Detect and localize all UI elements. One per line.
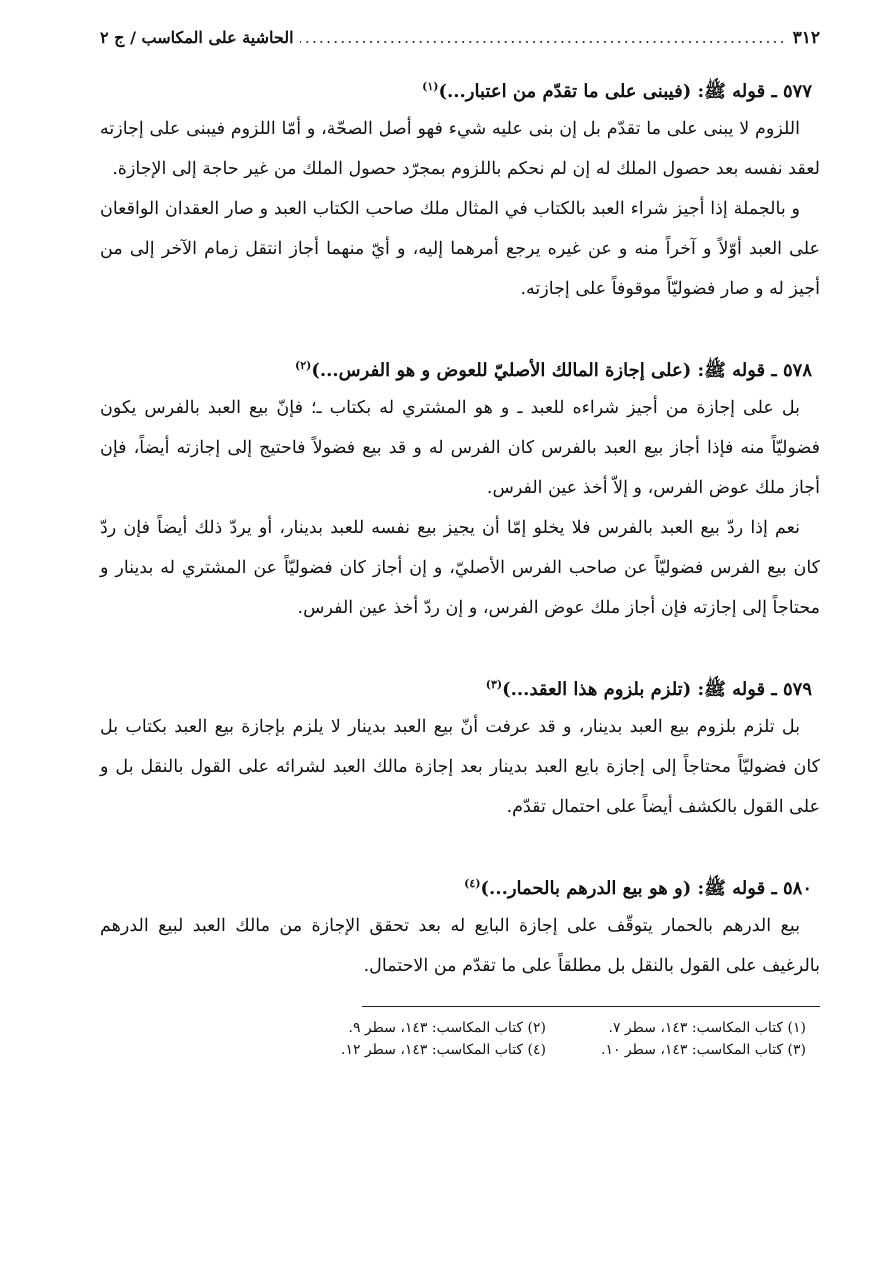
footnote-rule <box>362 1006 820 1007</box>
paragraph: و بالجملة إذا أجيز شراء العبد بالكتاب في المثال ملك صاحب الكتاب العبد و صار العقدان الواقعان على العبد أوّلاً و آخراً منه و عن غيره يرجع أمرهما إليه، و أيّ منهما أجاز انتقل زمام الآخر إلى من أجيز له و صار فضوليّاً موقوفاً على إجازته. <box>100 199 820 299</box>
entry-heading <box>100 668 820 707</box>
entry-heading <box>100 349 820 388</box>
paragraph: بيع الدرهم بالحمار يتوقّف على إجازة البايع له بعد تحقق الإجازة من مالك العبد لبيع الدرهم بالرغيف على القول بالنقل بل مطلقاً على ما تقدّم من الاحتمال. <box>100 916 820 976</box>
entry-579 <box>100 668 820 827</box>
footnote-marker: (٣) <box>485 678 503 691</box>
footnote-4: (٤) كتاب المكاسب: ١٤٣، سطر ١٢. <box>340 1042 546 1058</box>
paragraph: بل تلزم بلزوم بيع العبد بدينار، و قد عرفت أنّ بيع العبد بدينار لا يلزم بإجازة بيع العبد بكتاب بل كان فضوليّاً محتاجاً إلى إجازة بايع العبد بدينار بعد إجازة مالك العبد لشرائه على القول بالنقل بل و على القول بالكشف أيضاً على احتمال تقدّم. <box>100 717 820 817</box>
paragraph: اللزوم لا يبنى على ما تقدّم بل إن بنى عليه شيء فهو أصل الصحّة، و أمّا اللزوم فيبنى على إجازته لعقد نفسه بعد حصول الملك له إن لم نحكم باللزوم بمجرّد حصول الملك من غير حاجة إلى الإجازة. <box>100 119 820 179</box>
footnote-marker: (١) <box>422 80 439 93</box>
footnote-3: (٣) كتاب المكاسب: ١٤٣، سطر ١٠. <box>600 1042 806 1058</box>
entry-heading <box>100 867 820 906</box>
entry-heading-text: ٥٨٠ ـ قوله ﷺ: (و هو بيع الدرهم بالحمار...) <box>480 878 812 899</box>
footnotes <box>100 1017 820 1061</box>
footnote-marker: (٤) <box>464 877 481 890</box>
footnote-2: (٢) كتاب المكاسب: ١٤٣، سطر ٩. <box>348 1020 546 1036</box>
entry-heading <box>100 70 820 109</box>
spacer <box>100 628 820 654</box>
leader-dots <box>300 28 787 47</box>
spacer <box>100 309 820 335</box>
entry-580 <box>100 867 820 986</box>
entry-heading-text: ٥٧٩ ـ قوله ﷺ: (تلزم بلزوم هذا العقد...) <box>502 679 812 700</box>
running-head <box>100 28 820 56</box>
page-body <box>100 28 820 1061</box>
footnote-marker: (٢) <box>295 359 312 372</box>
paragraph: بل على إجازة من أجيز شراءه للعبد ـ و هو المشتري له بكتاب ـ؛ فإنّ بيع العبد بالفرس يكون فضوليّاً منه فإذا أجاز بيع العبد بالفرس كان الفرس له و قد بيع فضولاً فاحتيج إلى إجازته أيضاً، فإن أجاز ملك عوض الفرس، و إلاّ أخذ عين الفرس. <box>100 398 820 498</box>
entry-heading-text: ٥٧٧ ـ قوله ﷺ: (فيبنى على ما تقدّم من اعتبار...) <box>438 81 812 102</box>
running-title: الحاشية على المكاسب / ج ٢ <box>100 28 294 47</box>
paragraph: نعم إذا ردّ بيع العبد بالفرس فلا يخلو إمّا أن يجيز بيع نفسه للعبد بدينار، أو يردّ ذلك أيضاً فإن ردّ كان بيع الفرس فضوليّاً عن صاحب الفرس الأصليّ، و إن أجاز كان فضوليّاً عن المشتري له بدينار و محتاجاً إلى إجازته فإن أجاز ملك عوض الفرس، و إن ردّ أخذ عين الفرس. <box>100 518 820 618</box>
entry-heading-text: ٥٧٨ ـ قوله ﷺ: (على إجازة المالك الأصليّ للعوض و هو الفرس...) <box>311 360 812 381</box>
page-number: ٣١٢ <box>792 28 820 48</box>
footnote-1: (١) كتاب المكاسب: ١٤٣، سطر ٧. <box>608 1020 806 1036</box>
spacer <box>100 827 820 853</box>
entry-577 <box>100 70 820 309</box>
entry-578 <box>100 349 820 628</box>
